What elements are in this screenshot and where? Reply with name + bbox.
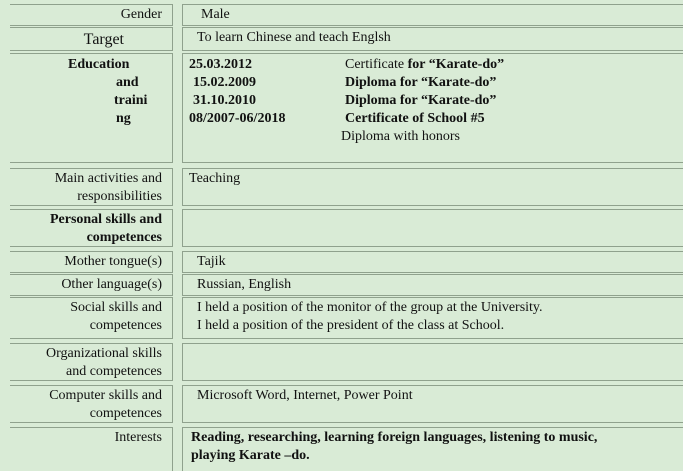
organizational-label: [10, 343, 173, 381]
social-label: [10, 297, 173, 339]
organizational-label-line2: and competences: [65, 364, 162, 379]
personal-label-line1: Personal skills and: [49, 212, 162, 227]
edu-text-1: [345, 56, 504, 74]
computer-label: [10, 385, 173, 423]
education-label: [10, 53, 173, 163]
row-computer: [0, 385, 683, 423]
edu-date-4: 08/2007-06/2018: [189, 111, 286, 126]
organizational-value: [182, 343, 683, 381]
edu-date-3: 31.10.2010: [193, 93, 256, 108]
personal-label: [10, 209, 173, 247]
row-activities: [0, 168, 683, 206]
edu-text-3: Diploma for “Karate-do”: [345, 93, 497, 108]
edu-text-1-bold: for “Karate-do”: [407, 57, 505, 72]
personal-label-line2: competences: [86, 230, 162, 245]
organizational-label-line1: Organizational skills: [46, 346, 162, 361]
education-label-line3: traini: [114, 93, 148, 108]
gender-label: Gender: [10, 4, 173, 26]
education-label-line1: Education: [68, 57, 130, 72]
edu-date-1: 25.03.2012: [189, 57, 252, 72]
other-languages-value: Russian, English: [182, 274, 683, 296]
interests-line-1: Reading, researching, learning foreign languages, listening to music,: [191, 430, 598, 445]
edu-text-1-plain: Certificate: [345, 57, 408, 72]
social-label-line1: Social skills and: [70, 300, 162, 315]
row-other-languages: [0, 274, 683, 296]
row-organizational: [0, 343, 683, 381]
education-label-line2: and: [116, 75, 139, 90]
activities-label-line1: Main activities and: [54, 171, 162, 186]
computer-label-line1: Computer skills and: [49, 388, 162, 403]
social-line-2: I held a position of the president of the class at School.: [197, 318, 505, 333]
education-value: [182, 53, 683, 163]
row-gender: [0, 4, 683, 26]
mother-tongue-label: Mother tongue(s): [10, 251, 173, 273]
row-personal: [0, 209, 683, 247]
personal-value: [182, 209, 683, 247]
row-social: [0, 297, 683, 339]
row-education: [0, 53, 683, 163]
activities-label: [10, 168, 173, 206]
edu-date-2: 15.02.2009: [193, 75, 256, 90]
interests-label: Interests: [10, 427, 173, 471]
computer-label-line2: competences: [89, 406, 162, 421]
social-line-1: I held a position of the monitor of the group at the University.: [197, 300, 543, 315]
other-languages-label: Other language(s): [10, 274, 173, 296]
social-label-line2: competences: [89, 318, 162, 333]
mother-tongue-value: Tajik: [182, 251, 683, 273]
row-mother-tongue: [0, 251, 683, 273]
activities-label-line2: responsibilities: [77, 189, 162, 204]
edu-note: Diploma with honors: [341, 129, 460, 144]
row-target: [0, 27, 683, 51]
target-value: To learn Chinese and teach Englsh: [182, 27, 683, 51]
interests-line-2: playing Karate –do.: [191, 448, 310, 463]
row-interests: [0, 427, 683, 471]
gender-value: Male: [182, 4, 683, 26]
computer-value: Microsoft Word, Internet, Power Point: [182, 385, 683, 423]
activities-value: Teaching: [182, 168, 683, 206]
social-value: [182, 297, 683, 339]
interests-value: [182, 427, 683, 471]
target-label: Target: [10, 27, 173, 51]
edu-text-4: Certificate of School #5: [345, 111, 485, 126]
edu-text-2: Diploma for “Karate-do”: [345, 75, 497, 90]
education-label-line4: ng: [116, 111, 131, 126]
